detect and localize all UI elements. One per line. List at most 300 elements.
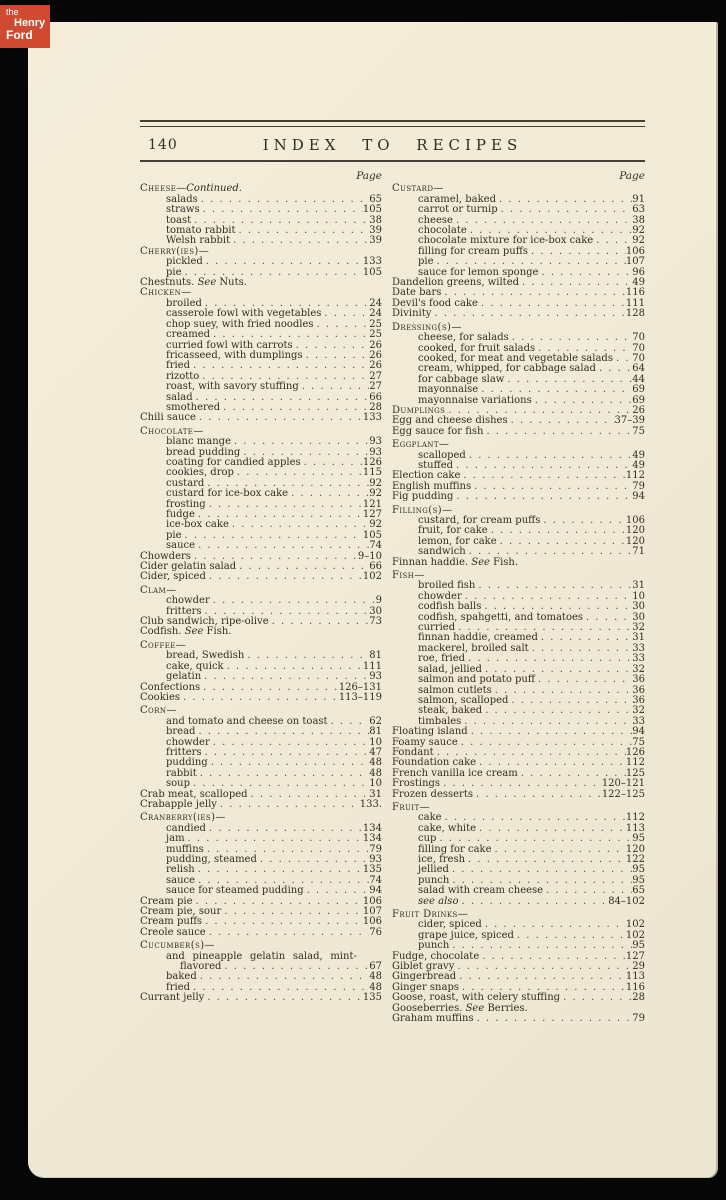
entry-label: and pineapple gelatin salad, mint- xyxy=(166,950,357,962)
header-rule-bottom xyxy=(140,160,645,162)
entry-page-number: 92 xyxy=(632,235,645,247)
dot-leader xyxy=(230,236,369,246)
entry-page-number: 127 xyxy=(362,509,382,520)
entry-label: pie xyxy=(418,256,434,268)
index-entry xyxy=(392,558,645,568)
entry-label: French vanilla ice cream xyxy=(392,767,518,779)
entry-label: custard xyxy=(166,477,205,489)
entry-page-number: 30 xyxy=(632,611,645,623)
dot-leader xyxy=(560,993,632,1003)
entry-label: cooked, for fruit salads xyxy=(418,342,536,354)
entry-page-number: 79 xyxy=(632,480,645,492)
dot-leader xyxy=(453,492,632,502)
entry-label: soup xyxy=(166,778,190,790)
entry-page-number: 107 xyxy=(625,256,645,268)
entry-page-number: 26 xyxy=(369,360,382,372)
entry-page-number: 24 xyxy=(369,297,382,309)
dot-leader xyxy=(269,617,370,627)
dot-leader xyxy=(221,907,363,917)
entry-page-number: 49 xyxy=(632,449,645,461)
entry-label: Graham muffins xyxy=(392,1013,474,1025)
entry-label: salmon and potato puff xyxy=(418,674,535,686)
entry-page-number: 120 xyxy=(625,535,645,547)
entry-label: broiled fish xyxy=(418,580,476,592)
entry-page-number: 105 xyxy=(362,266,382,278)
dot-leader xyxy=(200,205,363,215)
dot-leader xyxy=(508,696,632,706)
entry-page-number: 113 xyxy=(625,971,645,983)
dot-leader xyxy=(224,662,363,672)
entry-label: salmon, scalloped xyxy=(418,694,509,706)
dot-leader xyxy=(195,727,369,737)
dot-leader xyxy=(304,886,370,896)
index-entry xyxy=(392,790,645,800)
entry-page-number: 102 xyxy=(362,571,382,583)
entry-label: muffins xyxy=(166,843,204,855)
entry-label: Fondant xyxy=(392,746,434,758)
henry-ford-logo xyxy=(0,5,50,48)
entry-page-number: 116 xyxy=(625,981,645,993)
entry-label: salad xyxy=(166,391,193,403)
dot-leader xyxy=(453,216,632,226)
entry-page-number: 125 xyxy=(625,767,645,779)
entry-label: Gooseberries. See Berries. xyxy=(392,1002,528,1014)
entry-page-number: 44 xyxy=(632,373,645,385)
entry-page-number: 48 xyxy=(369,971,382,983)
entry-label: Cranberry(ies)— xyxy=(140,812,226,824)
entry-page-number: 134 xyxy=(362,833,382,845)
entry-page-number: 62 xyxy=(369,715,382,727)
entry-page-number: 122–125 xyxy=(601,788,645,800)
entry-page-number: 76 xyxy=(369,926,382,938)
dot-leader xyxy=(538,268,632,278)
entry-label: Filling(s)— xyxy=(392,504,453,516)
entry-page-number: 79 xyxy=(369,843,382,855)
entry-page-number: 133. xyxy=(359,798,382,810)
entry-page-number: 33 xyxy=(632,715,645,727)
entry-label: salmon cutlets xyxy=(418,684,492,696)
entry-label: Club sandwich, ripe-olive xyxy=(140,616,269,628)
entry-label: fritters xyxy=(166,746,202,758)
dot-leader xyxy=(299,382,369,392)
entry-label: curried fowl with carrots xyxy=(166,339,293,351)
dot-leader xyxy=(514,931,626,941)
entry-label: Cider gelatin salad xyxy=(140,561,237,573)
entry-page-number: 9–10 xyxy=(357,550,382,562)
entry-label: sauce xyxy=(166,874,196,886)
dot-leader xyxy=(478,299,626,309)
dot-leader xyxy=(528,247,626,257)
entry-page-number: 92 xyxy=(632,225,645,237)
index-entry xyxy=(140,928,382,938)
entry-label: Currant jelly xyxy=(140,992,205,1004)
entry-label: flavored xyxy=(180,961,222,973)
entry-page-number: 70 xyxy=(632,342,645,354)
dot-leader xyxy=(479,952,626,962)
entry-label: scalloped xyxy=(418,449,466,461)
dot-leader xyxy=(195,541,369,551)
entry-label: caramel, baked xyxy=(418,193,497,205)
entry-label: mayonnaise xyxy=(418,384,479,396)
entry-page-number: 38 xyxy=(369,214,382,226)
entry-label: mayonnaise variations xyxy=(418,394,532,406)
entry-label: gelatin xyxy=(166,671,202,683)
entry-page-number: 111 xyxy=(625,297,645,309)
entry-label: bread xyxy=(166,726,196,738)
entry-page-number: 31 xyxy=(632,632,645,644)
entry-page-number: 94 xyxy=(632,726,645,738)
entry-label: creamed xyxy=(166,329,211,341)
book-page xyxy=(28,22,718,1178)
dot-leader xyxy=(210,738,370,748)
entry-page-number: 115 xyxy=(362,467,382,479)
entry-page-number: 92 xyxy=(369,519,382,531)
entry-page-number: 27 xyxy=(369,370,382,382)
entry-label: Finnan haddie. See Fish. xyxy=(392,556,519,568)
dot-leader xyxy=(200,683,339,693)
entry-label: lemon, for cake xyxy=(418,535,497,547)
entry-page-number: 105 xyxy=(362,204,382,216)
entry-page-number: 74 xyxy=(369,540,382,552)
entry-label: broiled xyxy=(166,297,202,309)
entry-label: salad with cream cheese xyxy=(418,885,544,897)
entry-label: custard, for cream puffs xyxy=(418,515,541,526)
dot-leader xyxy=(301,458,363,468)
entry-page-number: 27 xyxy=(369,381,382,393)
index-entry xyxy=(140,572,382,582)
dot-leader xyxy=(535,675,632,685)
entry-label: Egg sauce for fish xyxy=(392,425,484,437)
entry-label: Foundation cake xyxy=(392,757,477,769)
entry-page-number: 65 xyxy=(632,885,645,897)
entry-page-number: 121 xyxy=(362,498,382,510)
dot-leader xyxy=(248,790,370,800)
entry-label: fudge xyxy=(166,509,195,520)
index-column-right xyxy=(392,171,645,1025)
entry-label: timbales xyxy=(418,715,462,727)
entry-label: frosting xyxy=(166,498,206,510)
dot-leader xyxy=(460,471,625,481)
entry-page-number: 93 xyxy=(369,854,382,865)
entry-label: cream, whipped, for cabbage salad xyxy=(418,363,596,375)
entry-page-number: 81 xyxy=(369,726,382,738)
entry-label: Frostings xyxy=(392,778,441,790)
dot-leader xyxy=(201,672,369,682)
dot-leader xyxy=(221,962,369,972)
entry-page-number: 26 xyxy=(369,349,382,361)
entry-page-number: 26 xyxy=(632,404,645,416)
dot-leader xyxy=(229,520,369,530)
entry-label: rabbit xyxy=(166,767,197,779)
entry-label: chowder xyxy=(166,736,210,748)
entry-page-number: 75 xyxy=(632,736,645,748)
entry-label: Floating island xyxy=(392,726,468,738)
dot-leader xyxy=(488,526,626,536)
entry-page-number: 94 xyxy=(369,885,382,897)
dot-leader xyxy=(473,790,602,800)
dot-leader xyxy=(454,962,632,972)
dot-leader xyxy=(235,226,369,236)
column-header-page: Page xyxy=(619,170,645,182)
dot-leader xyxy=(208,758,370,768)
entry-label: fritters xyxy=(166,605,202,617)
entry-label: bread, Swedish xyxy=(166,650,245,662)
dot-leader xyxy=(492,845,626,855)
entry-label: filling for cream puffs xyxy=(418,245,528,257)
running-head xyxy=(140,134,645,156)
entry-label: Goose, roast, with celery stuffing xyxy=(392,992,561,1004)
entry-label: cake, white xyxy=(418,822,477,834)
entry-label: ice-box cake xyxy=(166,519,229,531)
entry-label: cup xyxy=(418,833,437,845)
dot-leader xyxy=(529,644,633,654)
dot-leader xyxy=(190,983,369,993)
entry-label: salads xyxy=(166,193,198,205)
entry-label: smothered xyxy=(166,401,221,413)
dot-leader xyxy=(202,917,363,927)
entry-label: Election cake xyxy=(392,470,461,482)
dot-leader xyxy=(185,834,363,844)
entry-page-number: 49 xyxy=(632,459,645,471)
entry-label: Frozen desserts xyxy=(392,788,473,800)
entry-page-number: 31 xyxy=(632,580,645,592)
entry-page-number: 36 xyxy=(632,694,645,706)
entry-label: cheese, for salads xyxy=(418,332,509,344)
entry-page-number: 70 xyxy=(632,352,645,364)
dot-leader xyxy=(465,855,626,865)
entry-page-number: 28 xyxy=(369,401,382,413)
dot-leader xyxy=(210,596,376,606)
dot-leader xyxy=(504,375,632,385)
entry-label: chocolate xyxy=(418,225,467,237)
entry-label: sauce for lemon sponge xyxy=(418,266,539,278)
entry-label: ice, fresh xyxy=(418,854,466,865)
dot-leader xyxy=(203,257,363,267)
entry-label: Devil's food cake xyxy=(392,297,478,309)
entry-page-number: 133 xyxy=(362,412,382,424)
dot-leader xyxy=(613,354,632,364)
dot-leader xyxy=(206,928,370,938)
entry-page-number: 10 xyxy=(369,778,382,790)
entry-page-number: 64 xyxy=(632,363,645,375)
dot-leader xyxy=(497,537,626,547)
dot-leader xyxy=(293,341,370,351)
entry-label: Dandelion greens, wilted xyxy=(392,277,520,289)
entry-label: sandwich xyxy=(418,546,466,558)
entry-page-number: 49 xyxy=(632,277,645,289)
entry-page-number: 66 xyxy=(369,391,382,403)
entry-label: steak, baked xyxy=(418,705,483,717)
dot-leader xyxy=(206,500,363,510)
dot-leader xyxy=(328,717,370,727)
dot-leader xyxy=(180,693,339,703)
dot-leader xyxy=(197,769,370,779)
entry-label: Codfish. See Fish. xyxy=(140,626,232,638)
entry-page-number: 128 xyxy=(625,308,645,320)
dot-leader xyxy=(206,572,363,582)
dot-leader xyxy=(257,855,369,865)
entry-label: Coffee— xyxy=(140,639,186,651)
dot-leader xyxy=(496,195,632,205)
header-rule-top xyxy=(140,120,645,127)
entry-page-number: 113–119 xyxy=(338,691,382,703)
entry-label: mackerel, broiled salt xyxy=(418,642,529,654)
entry-label: blanc mange xyxy=(166,436,231,448)
entry-label: Eggplant— xyxy=(392,439,449,451)
dot-leader xyxy=(466,451,632,461)
entry-label: Fudge, chocolate xyxy=(392,950,480,962)
entry-page-number: 73 xyxy=(369,616,382,628)
entry-label: coating for candied apples xyxy=(166,456,301,468)
entry-page-number: 29 xyxy=(632,961,645,973)
entry-page-number: 67 xyxy=(369,961,382,973)
entry-label: codfish balls xyxy=(418,601,482,613)
entry-page-number: 66 xyxy=(369,561,382,573)
entry-label: fried xyxy=(166,981,190,993)
dot-leader xyxy=(583,613,632,623)
entry-label: candied xyxy=(166,822,206,834)
entry-label: Fish— xyxy=(392,570,425,582)
column-header-page: Page xyxy=(356,170,382,182)
entry-page-number: 107 xyxy=(362,906,382,918)
entry-label: Gingerbread xyxy=(392,971,457,983)
entry-label: fruit, for cake xyxy=(418,525,488,537)
entry-label: cookies, drop xyxy=(166,467,234,479)
entry-page-number: 70 xyxy=(632,332,645,344)
dot-leader xyxy=(197,972,370,982)
entry-page-number: 120 xyxy=(625,843,645,855)
logo-henry: Henry xyxy=(14,17,46,29)
entry-page-number: 106 xyxy=(625,245,645,257)
dot-leader xyxy=(596,364,632,374)
entry-label: Cherry(ies)— xyxy=(140,245,209,257)
dot-leader xyxy=(538,633,632,643)
entry-label: Crab meat, scalloped xyxy=(140,788,248,800)
entry-label: for cabbage slaw xyxy=(418,373,505,385)
entry-page-number: 38 xyxy=(632,214,645,226)
entry-page-number: 32 xyxy=(632,663,645,675)
entry-label: Dressing(s)— xyxy=(392,321,462,333)
entry-page-number: 106 xyxy=(362,916,382,928)
dot-leader xyxy=(303,351,370,361)
dot-leader xyxy=(458,897,608,907)
entry-label: Chestnuts. See Nuts. xyxy=(140,277,247,289)
entry-label: sauce xyxy=(166,540,196,552)
entry-label: Custard— xyxy=(392,183,444,195)
entry-label: Clam— xyxy=(140,584,177,596)
entry-page-number: 74 xyxy=(369,874,382,886)
entry-label: curried xyxy=(418,622,456,634)
dot-leader xyxy=(540,516,626,526)
index-entry xyxy=(392,309,645,319)
entry-label: pie xyxy=(166,529,182,541)
entry-label: cake, quick xyxy=(166,660,224,672)
entry-label: Cream pie, sour xyxy=(140,906,222,918)
entry-page-number: 95 xyxy=(632,940,645,952)
entry-label: pudding xyxy=(166,757,208,769)
entry-page-number: 127 xyxy=(625,950,645,962)
entry-page-number: 120 xyxy=(625,525,645,537)
entry-label: chop suey, with fried noodles xyxy=(166,318,314,330)
entry-label: grape juice, spiced xyxy=(418,929,514,941)
entry-page-number: 95 xyxy=(632,833,645,845)
entry-page-number: 10 xyxy=(369,736,382,748)
dot-leader xyxy=(453,461,632,471)
dot-leader xyxy=(471,482,632,492)
entry-page-number: 63 xyxy=(632,204,645,216)
entry-page-number: 25 xyxy=(369,329,382,341)
index-entry xyxy=(140,627,382,637)
entry-page-number: 116 xyxy=(625,287,645,299)
entry-page-number: 79 xyxy=(632,1013,645,1025)
entry-label: jam xyxy=(166,833,185,845)
entry-label: Foamy sauce xyxy=(392,736,458,748)
entry-page-number: 96 xyxy=(632,266,645,278)
entry-page-number: 47 xyxy=(369,746,382,758)
entry-label: cider, spiced xyxy=(418,919,482,931)
entry-label: Fruit— xyxy=(392,801,430,813)
dot-leader xyxy=(461,717,632,727)
entry-page-number: 33 xyxy=(632,642,645,654)
entry-page-number: 36 xyxy=(632,684,645,696)
entry-page-number: 31 xyxy=(369,788,382,800)
entry-label: codfish, spahgetti, and tomatoes xyxy=(418,611,584,623)
entry-page-number: 106 xyxy=(625,515,645,526)
entry-page-number: 69 xyxy=(632,384,645,396)
entry-page-number: 95 xyxy=(632,864,645,876)
entry-page-number: 106 xyxy=(362,895,382,907)
dot-leader xyxy=(204,993,363,1003)
page-content xyxy=(140,120,645,1025)
entry-label: salad, jellied xyxy=(418,663,482,675)
entry-label: cheese xyxy=(418,214,453,226)
dot-leader xyxy=(206,824,363,834)
dot-leader xyxy=(482,706,632,716)
dot-leader xyxy=(468,727,633,737)
dot-leader xyxy=(458,738,633,748)
entry-label: Cream puffs xyxy=(140,916,203,928)
entry-page-number: 30 xyxy=(369,605,382,617)
dot-leader xyxy=(431,309,626,319)
entry-page-number: 93 xyxy=(369,436,382,448)
entry-label: straws xyxy=(166,204,200,216)
entry-label: pie xyxy=(166,266,182,278)
index-entry xyxy=(392,897,645,907)
entry-page-number: 120–121 xyxy=(601,778,645,790)
entry-page-number: 91 xyxy=(632,193,645,205)
entry-page-number: 30 xyxy=(632,601,645,613)
entry-label: Chili sauce xyxy=(140,412,196,424)
entry-page-number: 48 xyxy=(369,757,382,769)
entry-label: and tomato and cheese on toast xyxy=(166,715,328,727)
entry-label: Corn— xyxy=(140,705,177,717)
entry-label: sauce for steamed pudding xyxy=(166,885,304,897)
entry-label: punch xyxy=(418,940,450,952)
dot-leader xyxy=(236,562,369,572)
entry-label: pudding, steamed xyxy=(166,854,257,865)
entry-label: chowder xyxy=(166,595,210,607)
dot-leader xyxy=(190,361,369,371)
entry-page-number: 9 xyxy=(375,595,382,607)
dot-leader xyxy=(474,1014,633,1024)
entry-page-number: 113 xyxy=(625,822,645,834)
entry-page-number: 134 xyxy=(362,822,382,834)
dot-leader xyxy=(532,396,633,406)
entry-label: punch xyxy=(418,874,450,886)
entry-page-number: 24 xyxy=(369,308,382,320)
entry-page-number: 133 xyxy=(362,256,382,268)
entry-label: Ginger snaps xyxy=(392,981,459,993)
